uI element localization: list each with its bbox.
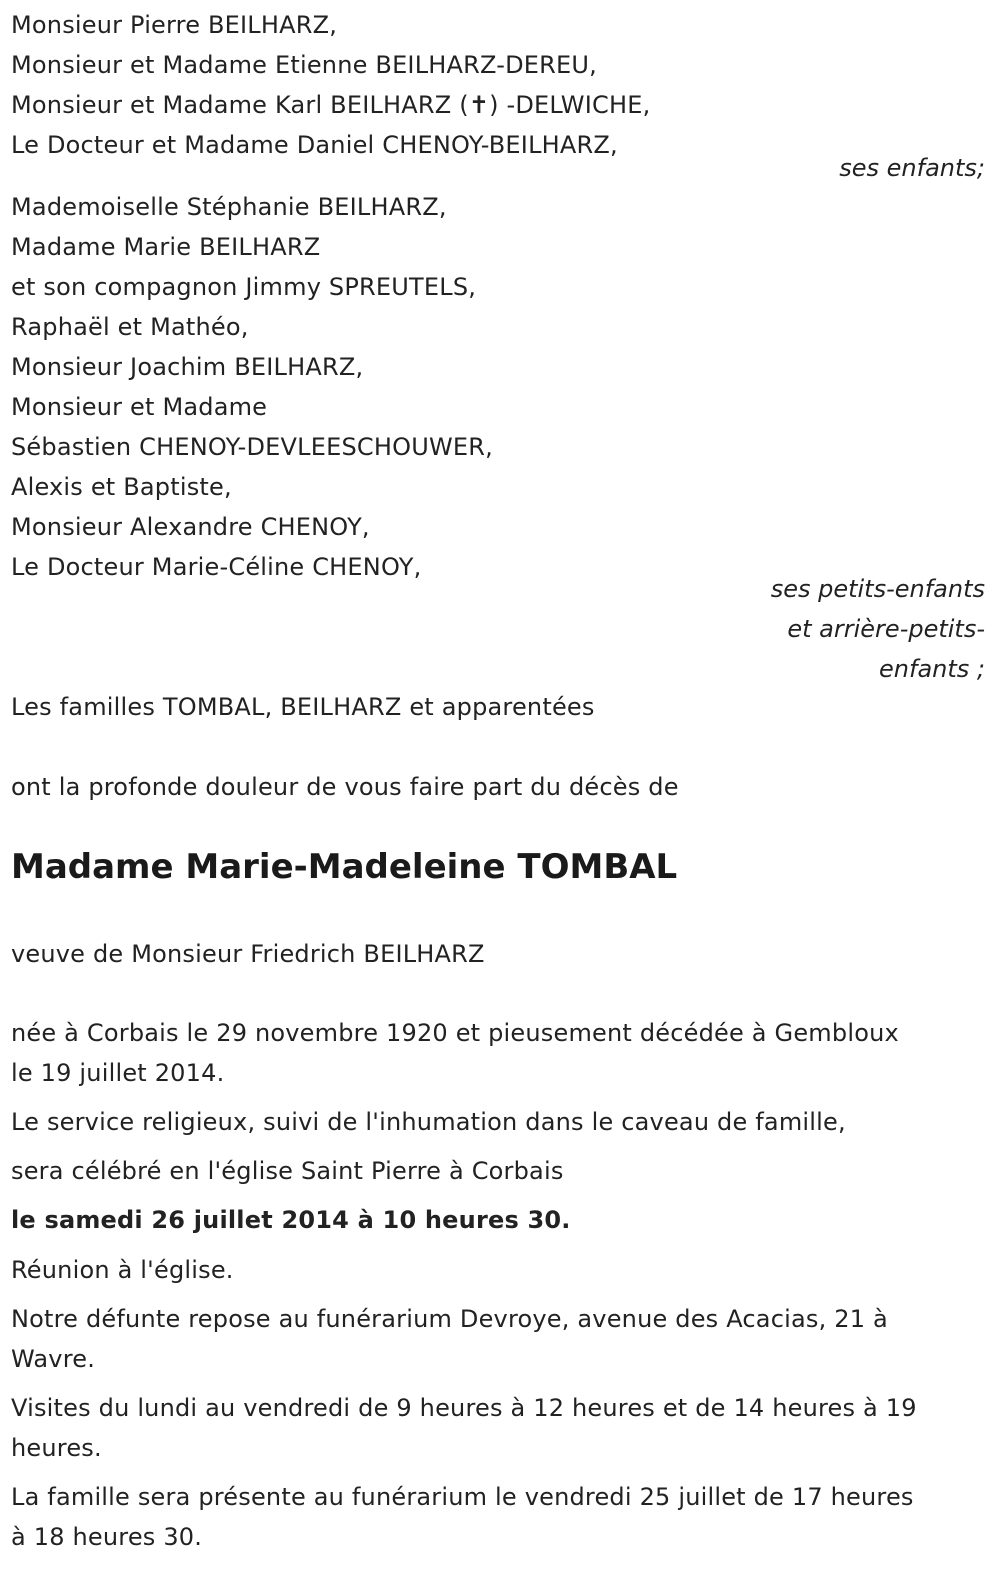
- families-line: Les familles TOMBAL, BEILHARZ et apparentées: [11, 693, 595, 721]
- grandchild-line: Monsieur et Madame: [11, 393, 268, 421]
- grandchildren-caption: ses petits-enfants: [770, 575, 985, 603]
- visits-line: heures.: [11, 1434, 102, 1462]
- service-line: Le service religieux, suivi de l'inhumation dans le caveau de famille,: [11, 1108, 846, 1136]
- service-date: le samedi 26 juillet 2014 à 10 heures 30.: [11, 1206, 571, 1234]
- grandchild-line: Madame Marie BEILHARZ: [11, 233, 321, 261]
- family-presence-line: La famille sera présente au funérarium le vendredi 25 juillet de 17 heures: [11, 1483, 914, 1511]
- grandchild-line: Sébastien CHENOY-DEVLEESCHOUWER,: [11, 433, 493, 461]
- child-line: Monsieur Pierre BEILHARZ,: [11, 11, 338, 39]
- grandchildren-caption: enfants ;: [879, 655, 985, 683]
- deceased-name: Madame Marie-Madeleine TOMBAL: [11, 847, 678, 887]
- visits-line: Visites du lundi au vendredi de 9 heures à 12 heures et de 14 heures à 19: [11, 1394, 917, 1422]
- birth-death-line: née à Corbais le 29 novembre 1920 et pieusement décédée à Gembloux: [11, 1019, 899, 1047]
- child-line: Le Docteur et Madame Daniel CHENOY-BEILHARZ,: [11, 131, 618, 159]
- grandchild-line: Monsieur Joachim BEILHARZ,: [11, 353, 364, 381]
- funeral-home-line: Wavre.: [11, 1345, 96, 1373]
- grandchild-line: Le Docteur Marie-Céline CHENOY,: [11, 553, 422, 581]
- grandchild-line: Monsieur Alexandre CHENOY,: [11, 513, 370, 541]
- funeral-home-line: Notre défunte repose au funérarium Devroye, avenue des Acacias, 21 à: [11, 1305, 888, 1333]
- child-line: Monsieur et Madame Etienne BEILHARZ-DEREU,: [11, 51, 597, 79]
- meeting-line: Réunion à l'église.: [11, 1256, 234, 1284]
- grandchild-line: Mademoiselle Stéphanie BEILHARZ,: [11, 193, 447, 221]
- grandchildren-caption: et arrière-petits-: [787, 615, 985, 643]
- birth-death-line: le 19 juillet 2014.: [11, 1059, 225, 1087]
- grandchild-line: et son compagnon Jimmy SPREUTELS,: [11, 273, 477, 301]
- children-caption: ses enfants;: [839, 154, 985, 182]
- family-presence-line: à 18 heures 30.: [11, 1523, 203, 1551]
- widow-line: veuve de Monsieur Friedrich BEILHARZ: [11, 940, 485, 968]
- grandchild-line: Alexis et Baptiste,: [11, 473, 232, 501]
- grandchild-line: Raphaël et Mathéo,: [11, 313, 249, 341]
- celebration-line: sera célébré en l'église Saint Pierre à Corbais: [11, 1157, 564, 1185]
- announcement-line: ont la profonde douleur de vous faire part du décès de: [11, 773, 679, 801]
- child-line: Monsieur et Madame Karl BEILHARZ (✝) -DELWICHE,: [11, 91, 651, 119]
